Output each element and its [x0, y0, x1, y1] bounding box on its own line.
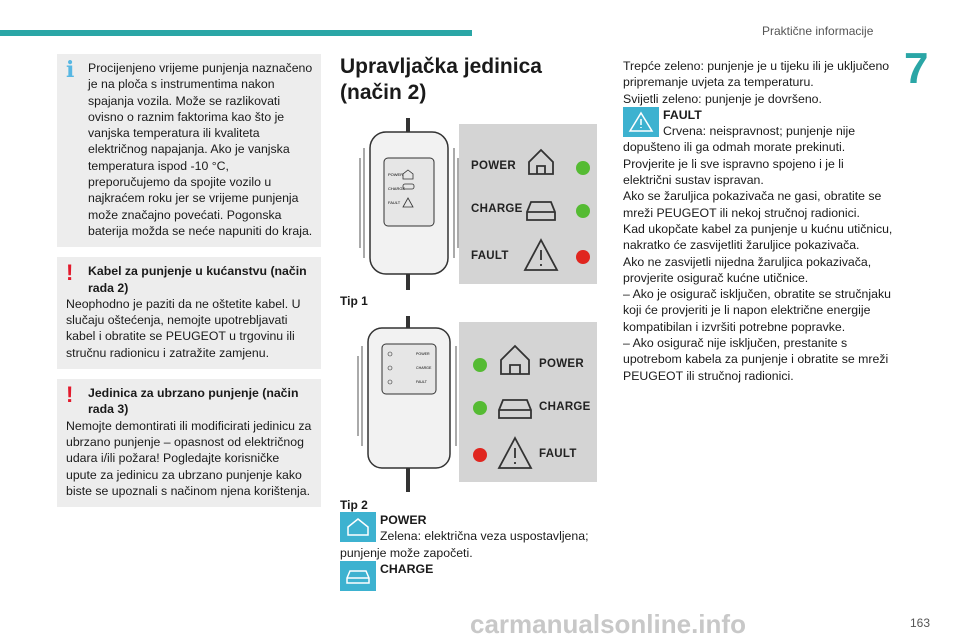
warning-title: Kabel za punjenje u kućanstvu (način rada 2): [88, 264, 307, 295]
warning-title: Jedinica za ubrzano punjenje (način rada 3): [88, 386, 299, 417]
fault-text-cont: dopušteno ili ga odmah morate prekinuti.: [623, 140, 846, 155]
fault-led: [576, 250, 590, 264]
label-fault: FAULT: [471, 250, 509, 262]
info-icon: i: [66, 57, 75, 83]
warning-box-cable: [57, 257, 321, 369]
label-power: POWER: [471, 160, 516, 172]
indicator-panel: [459, 322, 597, 482]
charge-title: CHARGE: [380, 561, 434, 576]
house-icon: [529, 150, 553, 174]
figure-type-2: [340, 316, 602, 492]
fault-warning-icon: [623, 107, 659, 137]
paragraph-check: Provjerite je li sve ispravno spojeno i je li električni sustav ispravan.: [623, 156, 844, 188]
warning-icon: !: [66, 260, 74, 286]
warning-text: Neophodno je paziti da ne oštetite kabel. U slučaju oštećenja, nemojte upotrebljavati kabel i obratite se PEUGEOT u trgovinu ili stručnu radionicu i zatražite zamjenu.: [66, 296, 301, 360]
control-unit-illustration: [350, 316, 460, 492]
charge-blink-text: Trepće zeleno: punjenje je u tijeku ili je uključeno pripremanje uvjeta za temperaturu.: [623, 59, 890, 90]
car-icon: [527, 202, 555, 220]
paragraph-fuse: Ako ne zasvijetli nijedna žaruljica pokazivača, provjerite osigurač kućne utičnice.: [623, 254, 872, 285]
indicator-icons: [523, 144, 563, 274]
fault-led: [473, 448, 487, 462]
paragraph-fuse-on: – Ako osigurač nije isključen, prestanite s upotrebom kabela za punjenje i obratite se mreži PEUGEOT ili stručnoj radionici.: [623, 336, 889, 383]
left-column: [57, 54, 321, 517]
warning-box-unit: [57, 379, 321, 507]
figure-caption: Tip 1: [340, 294, 368, 308]
info-text: Procijenjeno vrijeme punjenja naznačeno je na ploča s instrumentima nakon spajanja vozila. Može se razlikovati ovisno o raznim faktorima kao što je vanjska temperatura ili kvaliteta električnog napajanja. Ako je vanjska temperatura ispod -10 °C, preporučujemo da spojite vozilo u najkraćem roku jer se vrijeme punjenja može značajno povećati. Pogonska baterija možda se neće napuniti do kraja.: [88, 61, 313, 238]
charge-car-icon: [340, 561, 376, 591]
fault-triangle-icon: [525, 240, 557, 270]
label-charge: CHARGE: [471, 203, 523, 215]
power-led: [473, 358, 487, 372]
page-number: 163: [909, 616, 930, 630]
unit-label-charge: CHARGE: [416, 366, 432, 370]
power-description: [340, 512, 602, 591]
middle-column: [340, 54, 602, 591]
figure-type-1: [340, 118, 602, 290]
control-unit-illustration: [350, 118, 460, 290]
figure-caption: Tip 2: [340, 498, 368, 512]
right-column: [623, 58, 893, 384]
power-house-icon: [340, 512, 376, 542]
charge-steady-text: Svijetli zeleno: punjenje je dovršeno.: [623, 91, 822, 106]
header-accent-bar: [0, 30, 472, 36]
info-box: [57, 54, 321, 247]
car-icon: [499, 400, 531, 418]
power-text-cont: punjenje može započeti.: [340, 545, 473, 560]
warning-icon: !: [66, 382, 74, 408]
charge-led: [576, 204, 590, 218]
fault-description: [623, 107, 893, 140]
chapter-number: 7: [904, 44, 929, 93]
section-title: Praktične informacije: [762, 24, 874, 38]
label-fault: FAULT: [539, 448, 577, 460]
fault-triangle-icon: [499, 438, 531, 468]
watermark: carmanualsonline.info: [470, 609, 746, 639]
unit-label-power: POWER: [416, 352, 430, 356]
charge-led: [473, 401, 487, 415]
indicator-panel: [459, 124, 597, 284]
unit-label-fault: FAULT: [416, 380, 427, 384]
paragraph-plug: Kad ukopčate kabel za punjenje u kućnu utičnicu, nakratko će zasvijetliti žaruljice pokazivača.: [623, 221, 893, 253]
fault-text: Crvena: neispravnost; punjenje nije: [663, 124, 856, 139]
fault-title: FAULT: [663, 107, 702, 122]
section-heading: Upravljačka jedinica (način 2): [340, 55, 542, 104]
label-power: POWER: [539, 358, 584, 370]
house-icon: [501, 346, 529, 374]
label-charge: CHARGE: [539, 401, 591, 413]
paragraph-fuse-off: – Ako je osigurač isključen, obratite se stručnjaku koji će provjeriti je li napon električne energije kompatibilan i izvršiti potrebne popravke.: [623, 287, 891, 334]
indicator-icons: [495, 342, 537, 472]
unit-label-power: POWER: [388, 172, 404, 177]
power-text: Zelena: električna veza uspostavljena;: [380, 529, 589, 544]
unit-label-fault: FAULT: [388, 200, 401, 205]
unit-label-charge: CHARGE: [388, 186, 406, 191]
paragraph-network: Ako se žaruljica pokazivača ne gasi, obratite se mreži PEUGEOT ili nekoj stručnoj radionici.: [623, 189, 882, 220]
warning-text: Nemojte demontirati ili modificirati jedinicu za ubrzano punjenje – opasnost od električnog udara i/ili požara! Pogledajte korisničke upute za jedinicu za ubrzano punjenje kako biste se upoznali s načinom njena korištenja.: [66, 418, 312, 498]
power-title: POWER: [380, 513, 427, 527]
power-led: [576, 161, 590, 175]
